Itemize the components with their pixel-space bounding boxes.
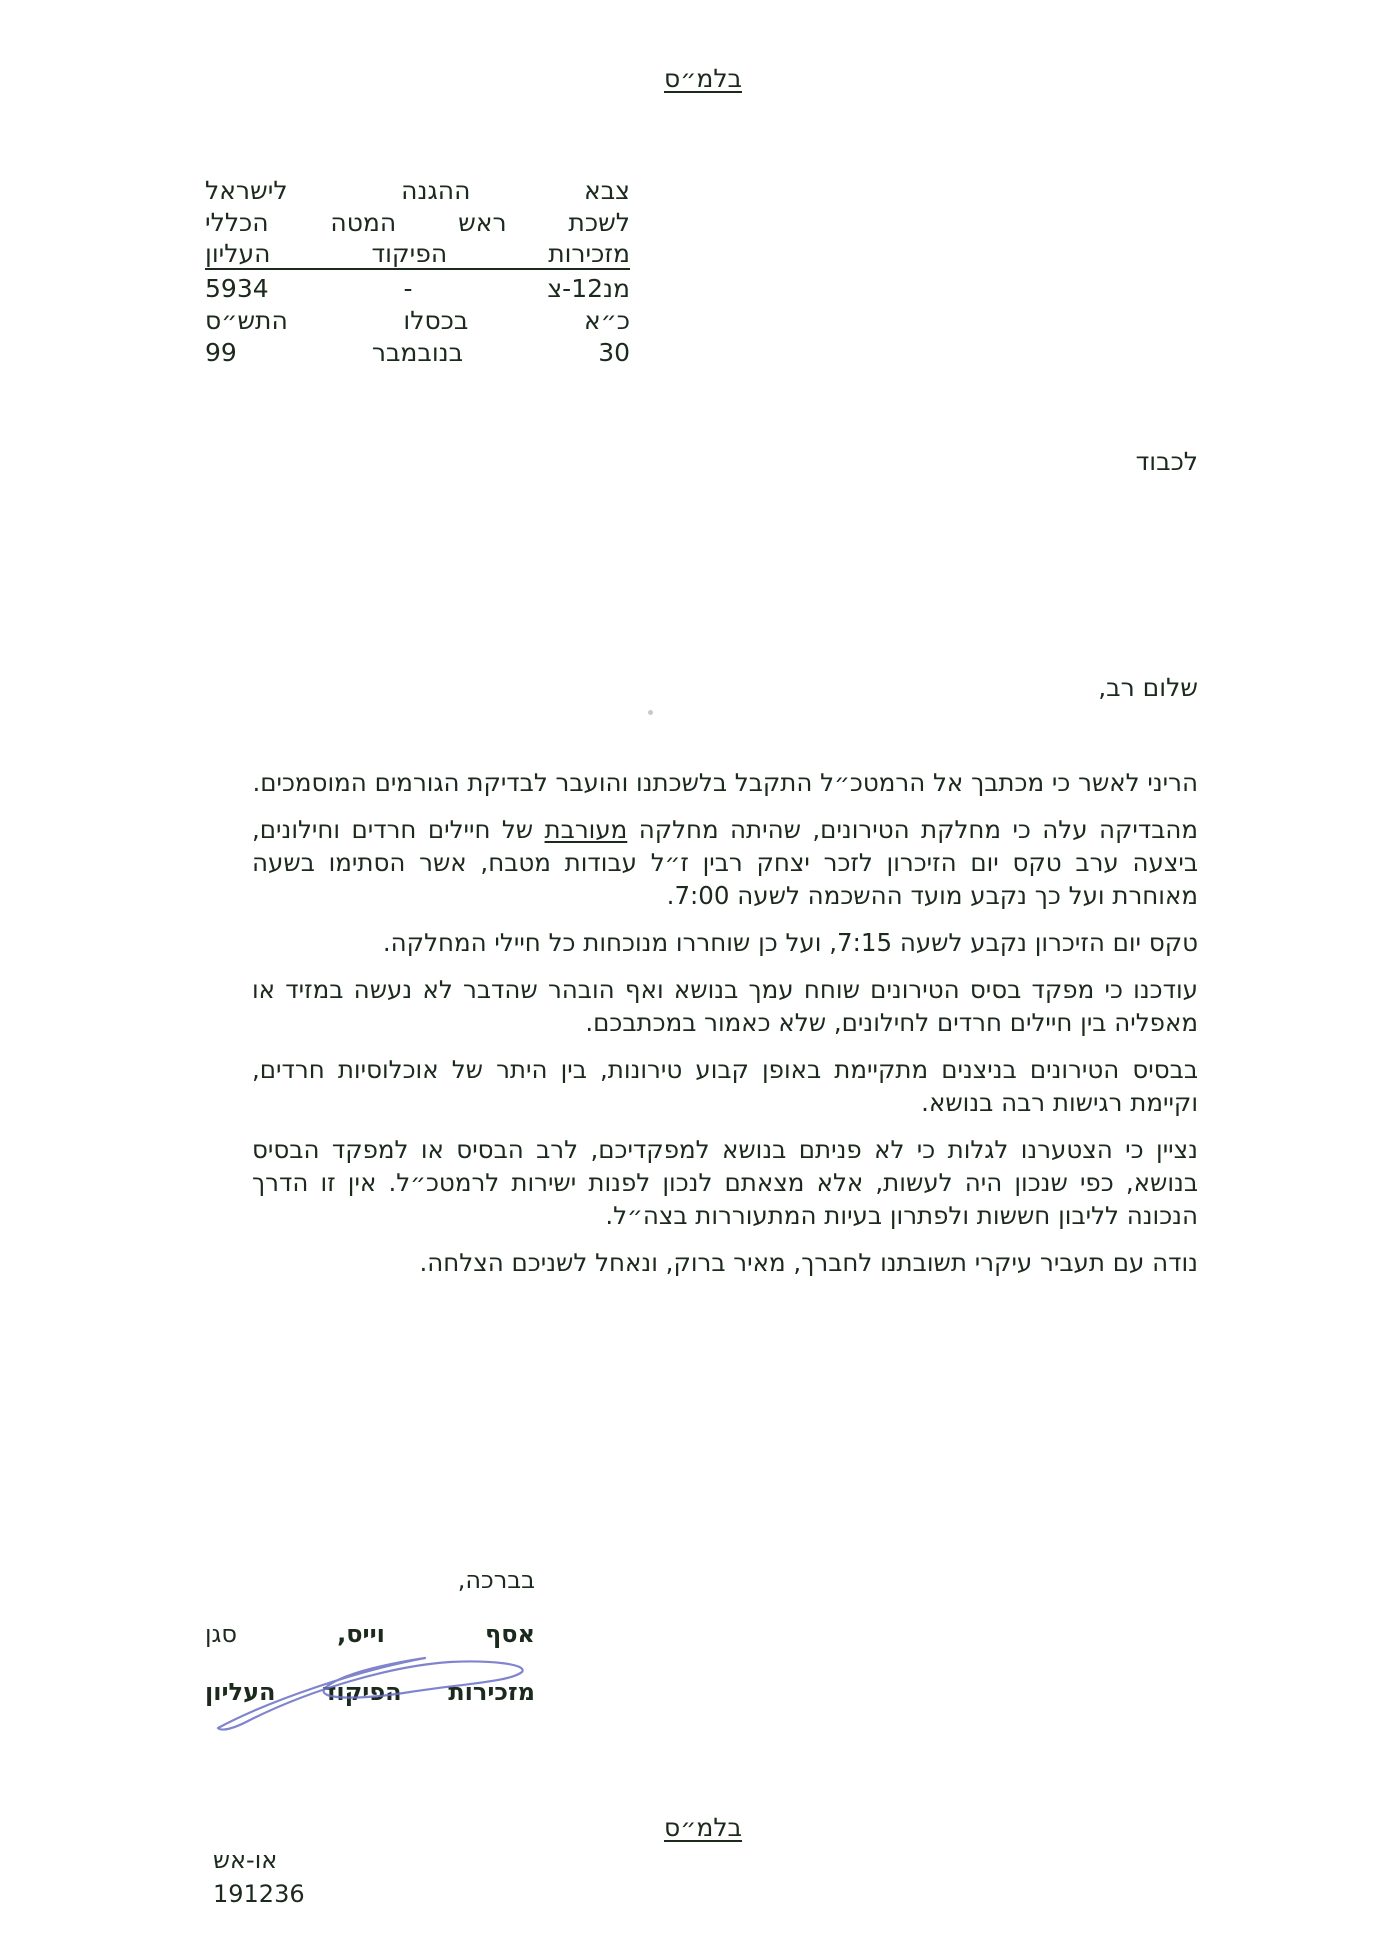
handwritten-signature-icon [210,1630,540,1740]
letterhead-cell: ההגנה [401,176,471,205]
letterhead-cell: לשכת [568,208,630,237]
body-paragraph: נציין כי הצטערנו לגלות כי לא פניתם בנושא למפקדיכם, לרב הבסיס או למפקד הבסיס בנושא, כפי שנכון היה לעשות, אלא מצאתם לנכון לפנות ישירות לרמטכ״ל. אין זו הדרך הנכונה לליבון חששות ולפתרון בעיות המתעוררות בצה״ל. [252,1135,1198,1230]
letterhead-cell: 99 [205,338,237,367]
underlined-word: מעורבת [544,815,628,844]
letterhead-row-office [205,207,630,239]
reference-block [213,1843,305,1911]
classification-bottom: בלמ״ס [664,1813,742,1842]
body-text-segment: מהבדיקה עלה כי מחלקת הטירונים, שהיתה מחלקה [627,815,1199,844]
letterhead-cell: לישראל [205,176,288,205]
letterhead-cell: 5934 [205,274,269,303]
greeting: שלום רב, [1098,673,1198,702]
letterhead-cell: העליון [205,239,271,268]
signer-last-name: וייס, [337,1620,385,1648]
letterhead-row-file-number [205,273,630,305]
body-paragraph: עודכנו כי מפקד בסיס הטירונים שוחח עמך בנושא ואף הובהר שהדבר לא נעשה במזיד או מאפליה בין חיילים חרדים לחילונים, שלא כאמור במכתבכם. [252,975,1198,1037]
reference-code: או-אש [213,1846,278,1874]
letterhead-row-org [205,175,630,207]
body-paragraph: בבסיס הטירונים בניצנים מתקיימת באופן קבוע טירונות, בין היתר של אוכלוסיות חרדים, וקיימת רגישות רבה בנושא. [252,1055,1198,1117]
body-paragraph: הריני לאשר כי מכתבך אל הרמטכ״ל התקבל בלשכתנו והועבר לבדיקת הגורמים המוסמכים. [252,768,1198,797]
letterhead-cell: - [403,274,413,303]
letterhead-cell: 30 [598,338,630,367]
scan-mark [648,710,653,715]
letterhead [205,175,630,369]
letterhead-cell: מזכירות [548,239,630,268]
letterhead-row-hebrew-date [205,305,630,337]
closing: בברכה, [457,1566,535,1594]
signer-rank: סגן [205,1620,238,1648]
letterhead-cell: ראש [458,208,507,237]
signer-unit-word: מזכירות [448,1678,535,1706]
body-text-segment: של חיילים חרדים וחילונים, ביצעה ערב טקס יום הזיכרון לזכר יצחק רבין ז״ל עבודות מטבח, אשר הסתימו בשעה מאוחרת ועל כך נקבע מועד ההשכמה לשעה 7:00. [252,815,1198,910]
body-paragraph [252,813,1198,912]
letterhead-cell: בכסלו [403,306,469,335]
body-paragraph: טקס יום הזיכרון נקבע לשעה 7:15, ועל כן שוחררו מנוכחות כל חיילי המחלקה. [382,928,1198,957]
letterhead-cell: מנ12-צ [547,274,630,303]
letterhead-cell: בנובמבר [371,338,464,367]
letterhead-cell: כ״א [583,306,630,335]
letterhead-cell: צבא [584,176,630,205]
recipient-label: לכבוד [1135,447,1198,476]
signer-unit-word: העליון [205,1678,276,1706]
signer-first-name: אסף [485,1620,535,1648]
classification-top: בלמ״ס [664,64,742,93]
letterhead-cell: הפיקוד [371,239,448,268]
letterhead-cell: התש״ס [205,306,288,335]
letterhead-cell: המטה [330,208,397,237]
reference-number: 191236 [213,1880,305,1908]
letterhead-cell: הכללי [205,208,269,237]
letterhead-row-department [205,239,630,270]
body-paragraph: נודה עם תעביר עיקרי תשובתנו לחברך, מאיר ברוק, ונאחל לשניכם הצלחה. [419,1248,1198,1277]
signer-unit-word: הפיקוד [322,1678,402,1706]
letter-body [252,766,1198,1293]
letterhead-row-gregorian-date [205,337,630,369]
